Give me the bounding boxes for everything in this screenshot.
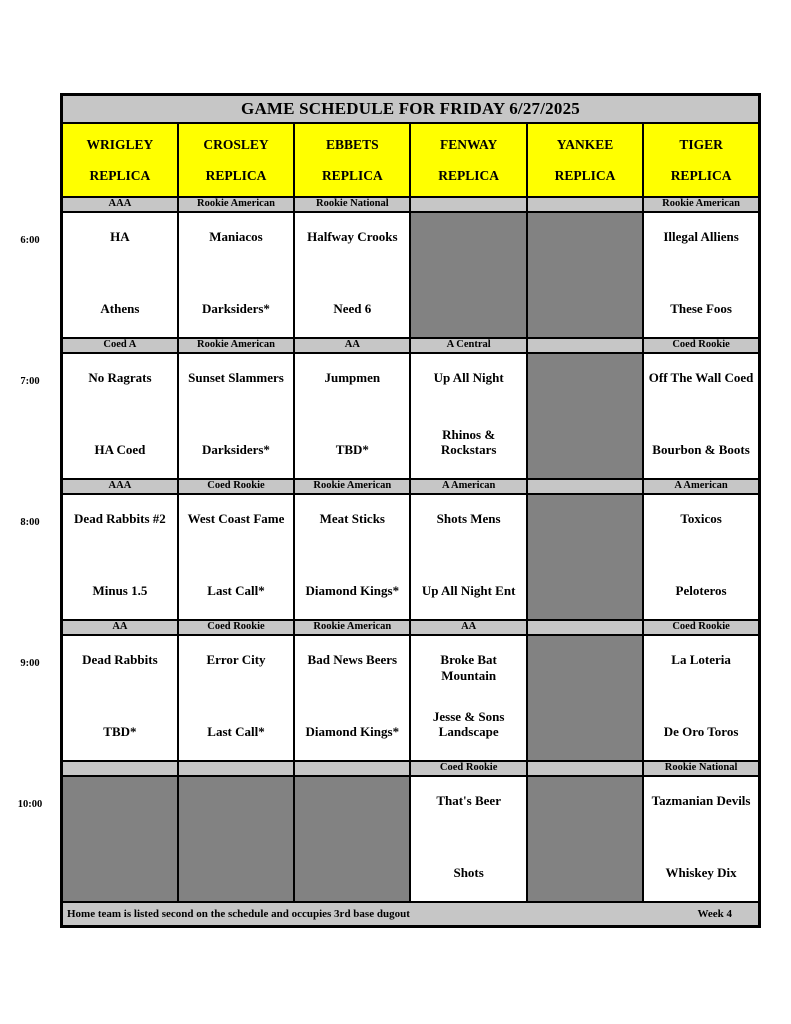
game-cell (643, 635, 759, 761)
away-team: That's Beer (436, 793, 501, 808)
division-row (62, 338, 760, 353)
division-cell: Rookie American (178, 197, 294, 212)
division-cell: Rookie American (643, 197, 759, 212)
division-row (62, 479, 760, 494)
division-cell: Coed Rookie (643, 338, 759, 353)
venue-name: EBBETS (326, 136, 379, 152)
division-cell: Coed Rookie (643, 620, 759, 635)
division-cell: AAA (62, 479, 178, 494)
division-cell: Rookie American (294, 479, 410, 494)
home-team: Athens (100, 301, 140, 317)
game-row (62, 494, 760, 620)
game-cell (178, 212, 294, 338)
game-cell (410, 635, 526, 761)
venue-name: CROSLEY (203, 136, 269, 152)
home-team: Need 6 (333, 301, 372, 317)
venue-name: FENWAY (440, 136, 498, 152)
game-cell (178, 776, 294, 902)
title-row (62, 95, 760, 124)
venue-header-ebbets (294, 123, 410, 197)
home-team: Whiskey Dix (665, 865, 737, 881)
venue-sub: REPLICA (438, 167, 500, 183)
venue-sub: REPLICA (670, 167, 732, 183)
venue-header-tiger (643, 123, 759, 197)
game-cell (643, 212, 759, 338)
venue-sub: REPLICA (205, 167, 267, 183)
away-team: Meat Sticks (319, 511, 385, 526)
division-cell (294, 761, 410, 776)
venue-header-row (62, 123, 760, 197)
home-team: De Oro Toros (663, 724, 739, 740)
division-cell: Rookie National (643, 761, 759, 776)
game-cell (410, 776, 526, 902)
time-label: 8:00 (20, 517, 40, 528)
game-cell (294, 776, 410, 902)
footer (62, 902, 760, 927)
footer-note: Home team is listed second on the schedule and occupies 3rd base dugout (67, 908, 410, 920)
division-cell: A Central (410, 338, 526, 353)
home-team: Last Call* (207, 583, 265, 599)
game-cell (294, 494, 410, 620)
schedule-table (17, 93, 761, 928)
time-label: 7:00 (20, 376, 40, 387)
home-team: Shots (453, 865, 484, 881)
division-cell: A American (643, 479, 759, 494)
home-team: Peloteros (675, 583, 727, 599)
home-team: Jesse & Sons Landscape (432, 708, 505, 740)
home-team: Darksiders* (202, 442, 270, 458)
venue-name: YANKEE (556, 136, 614, 152)
division-cell: Coed Rookie (178, 620, 294, 635)
home-team: TBD* (103, 724, 137, 740)
game-row (62, 353, 760, 479)
home-team: Diamond Kings* (305, 724, 400, 740)
home-team: Diamond Kings* (305, 583, 400, 599)
game-cell (294, 212, 410, 338)
game-row (62, 635, 760, 761)
division-cell (527, 620, 643, 635)
division-cell: A American (410, 479, 526, 494)
game-cell (527, 212, 643, 338)
game-cell (294, 635, 410, 761)
venue-header-wrigley (62, 123, 178, 197)
time-label: 9:00 (20, 658, 40, 669)
venue-header-fenway (410, 123, 526, 197)
away-team: West Coast Fame (187, 511, 285, 526)
game-cell (20, 212, 178, 338)
venue-name: WRIGLEY (86, 136, 154, 152)
venue-sub: REPLICA (321, 167, 383, 183)
week-label: Week 4 (697, 908, 732, 920)
game-cell (527, 353, 643, 479)
away-team: Illegal Alliens (663, 229, 739, 244)
division-cell: AAA (62, 197, 178, 212)
home-team: HA Coed (94, 442, 146, 458)
division-cell: Rookie National (294, 197, 410, 212)
home-team: Darksiders* (202, 301, 270, 317)
away-team: La Loteria (671, 652, 731, 667)
away-team: Jumpmen (324, 370, 381, 385)
game-cell (410, 494, 526, 620)
away-team: Tazmanian Devils (651, 793, 751, 808)
division-cell: Coed A (62, 338, 178, 353)
away-team: Bad News Beers (307, 652, 398, 667)
time-label: 10:00 (17, 799, 43, 810)
game-cell (643, 776, 759, 902)
division-cell (410, 197, 526, 212)
game-row (62, 776, 760, 902)
away-team: Off The Wall Coed (648, 370, 754, 385)
away-team: Dead Rabbits (82, 652, 158, 667)
venue-header-yankee (527, 123, 643, 197)
away-team: Broke Bat Mountain (440, 652, 497, 683)
away-team: Dead Rabbits #2 (74, 511, 166, 526)
venue-name: TIGER (679, 136, 723, 152)
time-label: 6:00 (20, 235, 40, 246)
away-team: Halfway Crooks (307, 229, 398, 244)
game-cell (643, 494, 759, 620)
game-cell (410, 212, 526, 338)
venue-sub: REPLICA (554, 167, 616, 183)
game-cell (178, 353, 294, 479)
game-cell (527, 635, 643, 761)
away-team: No Ragrats (88, 370, 152, 385)
game-cell (20, 353, 178, 479)
home-team: Last Call* (207, 724, 265, 740)
home-team: Bourbon & Boots (652, 442, 750, 458)
game-cell (527, 776, 643, 902)
division-cell: AA (410, 620, 526, 635)
game-cell (410, 353, 526, 479)
home-team: These Foos (670, 301, 732, 317)
home-team: Rhinos & Rockstars (440, 426, 497, 458)
division-row (62, 197, 760, 212)
division-cell (527, 338, 643, 353)
away-team: Up All Night (433, 370, 504, 385)
division-cell (62, 761, 178, 776)
away-team: Error City (206, 652, 266, 667)
division-cell: AA (62, 620, 178, 635)
game-cell (294, 353, 410, 479)
game-cell (178, 635, 294, 761)
division-row (62, 761, 760, 776)
home-team: Up All Night Ent (421, 583, 516, 599)
division-cell (527, 197, 643, 212)
game-cell (643, 353, 759, 479)
venue-header-crosley (178, 123, 294, 197)
away-team: Toxicos (680, 511, 722, 526)
division-cell (527, 479, 643, 494)
away-team: HA (110, 229, 130, 244)
page-title: GAME SCHEDULE FOR FRIDAY 6/27/2025 (62, 95, 760, 124)
away-team: Maniacos (209, 229, 263, 244)
division-cell: Rookie American (178, 338, 294, 353)
home-team: Minus 1.5 (92, 583, 148, 599)
away-team: Shots Mens (436, 511, 501, 526)
venue-sub: REPLICA (89, 167, 151, 183)
division-cell: Coed Rookie (178, 479, 294, 494)
game-cell (527, 494, 643, 620)
division-cell (178, 761, 294, 776)
footer-row (62, 902, 760, 927)
home-team: TBD* (335, 442, 369, 458)
game-row (62, 212, 760, 338)
game-cell (20, 635, 178, 761)
division-cell: AA (294, 338, 410, 353)
game-cell (17, 776, 178, 902)
away-team: Sunset Slammers (188, 370, 284, 385)
division-cell (527, 761, 643, 776)
game-cell (20, 494, 178, 620)
game-cell (178, 494, 294, 620)
division-cell: Coed Rookie (410, 761, 526, 776)
division-cell: Rookie American (294, 620, 410, 635)
division-row (62, 620, 760, 635)
